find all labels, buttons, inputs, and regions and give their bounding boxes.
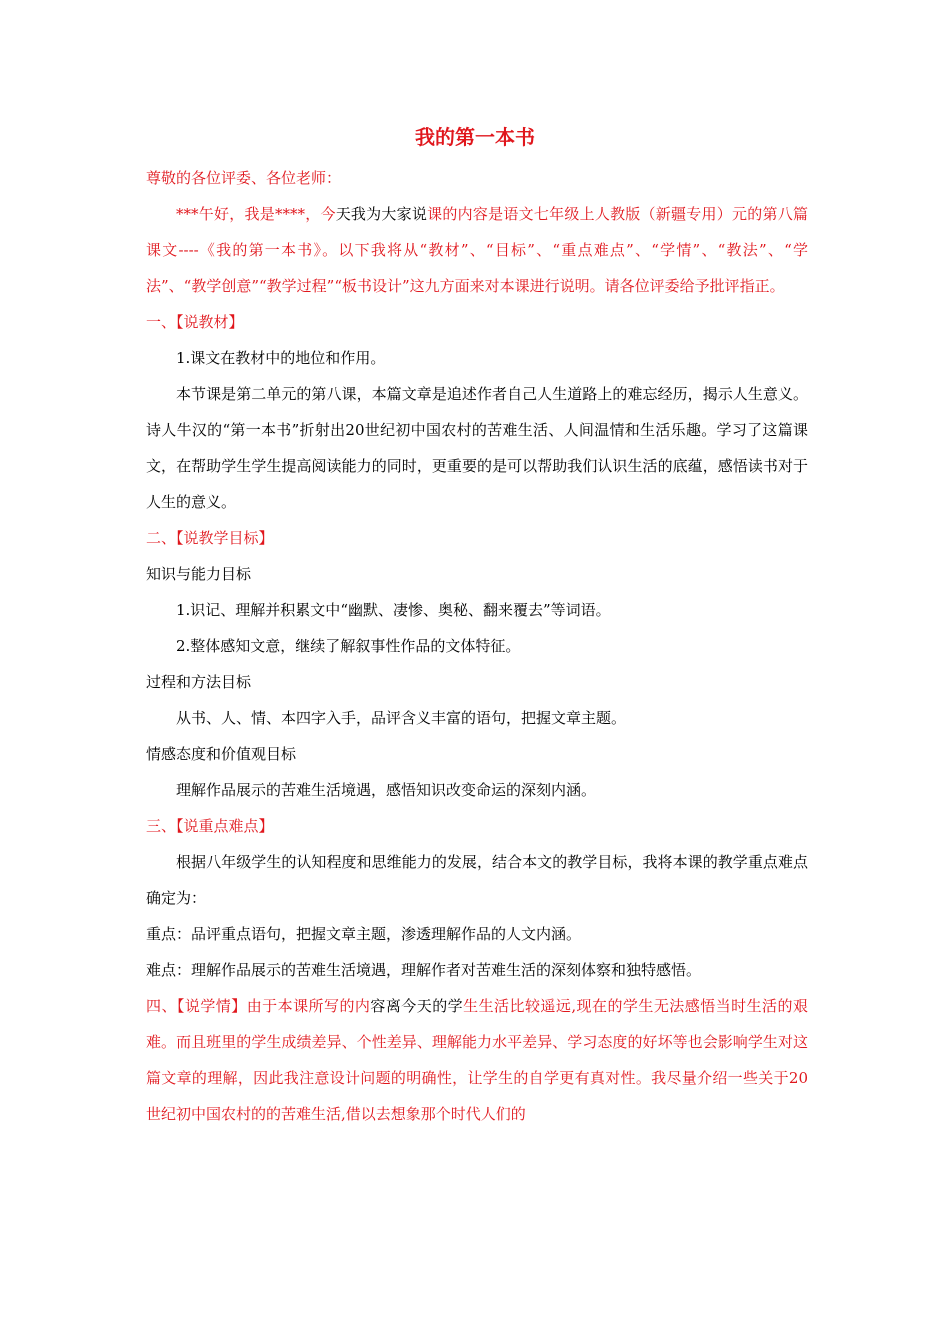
students-paragraph	[146, 988, 808, 1132]
key-points-paragraph: 根据八年级学生的认知程度和思维能力的发展，结合本文的教学目标，我将本课的教学重点难点确定为：	[146, 853, 808, 907]
intro-text-part2: 天我为大家说	[335, 205, 428, 223]
key-points-key: 重点：品评重点语句，把握文章主题，渗透理解作品的人文内涵。	[146, 925, 582, 943]
section-heading-goals: 二、【说教学目标】	[146, 529, 274, 547]
intro-paragraph	[146, 196, 808, 304]
salutation: 尊敬的各位评委、各位老师：	[146, 169, 342, 187]
goals-emotion-item-1: 理解作品展示的苦难生活境遇，感悟知识改变命运的深刻内涵。	[176, 781, 597, 799]
intro-text-part1: ***午好，我是****，今	[176, 205, 336, 223]
students-text-part2: 容离今天的学	[370, 997, 464, 1015]
goals-process-label: 过程和方法目标	[146, 673, 252, 691]
students-text-part1: 由于本课所写的内	[246, 997, 371, 1015]
intro-text-part3: 课的内容是语文七年级上人教版（新疆专用）元的第八篇课文----《我的第一本书》。以下我将从“教材”、“目标”、“重点难点”、“学情”、“教法”、“学法”、“教学创意”“教学过程”“板书设计”这九方面来对本课进行说明。请各位评委给予批评指正。	[146, 205, 808, 295]
document-body	[146, 160, 808, 1132]
textbook-subheading: 1.课文在教材中的地位和作用。	[176, 349, 386, 367]
goals-emotion-label: 情感态度和价值观目标	[146, 745, 297, 763]
section-heading-students: 四、【说学情】	[146, 997, 247, 1015]
students-text-part3: 生生活比较遥远,现在的学生无法感悟当时生活的艰难。而且班里的学生成绩差异、个性差异、理解能力水平差异、学习态度的好坏等也会影响学生对这篇文章的理解，因此我注意设计问题的明确性，让学生的自学更有真对性。我尽量介绍一些关于20世纪初中国农村的的苦难生活,借以去想象那个时代人们的	[146, 997, 808, 1123]
section-heading-textbook: 一、【说教材】	[146, 313, 244, 331]
section-heading-key-points: 三、【说重点难点】	[146, 817, 274, 835]
goals-knowledge-label: 知识与能力目标	[146, 565, 252, 583]
textbook-paragraph: 本节课是第二单元的第八课，本篇文章是追述作者自己人生道路上的难忘经历，揭示人生意义。诗人牛汉的“第一本书”折射出20世纪初中国农村的苦难生活、人间温情和生活乐趣。学习了这篇课文，在帮助学生学生提高阅读能力的同时，更重要的是可以帮助我们认识生活的底蕴，感悟读书对于人生的意义。	[146, 385, 808, 511]
goals-knowledge-item-1: 1.识记、理解并积累文中“幽默、凄惨、奥秘、翻来覆去”等词语。	[176, 601, 611, 619]
goals-knowledge-item-2: 2.整体感知文意，继续了解叙事性作品的文体特征。	[176, 637, 521, 655]
document-title: 我的第一本书	[415, 125, 535, 149]
key-points-difficult: 难点：理解作品展示的苦难生活境遇，理解作者对苦难生活的深刻体察和独特感悟。	[146, 961, 702, 979]
goals-process-item-1: 从书、人、情、本四字入手，品评含义丰富的语句，把握文章主题。	[176, 709, 627, 727]
